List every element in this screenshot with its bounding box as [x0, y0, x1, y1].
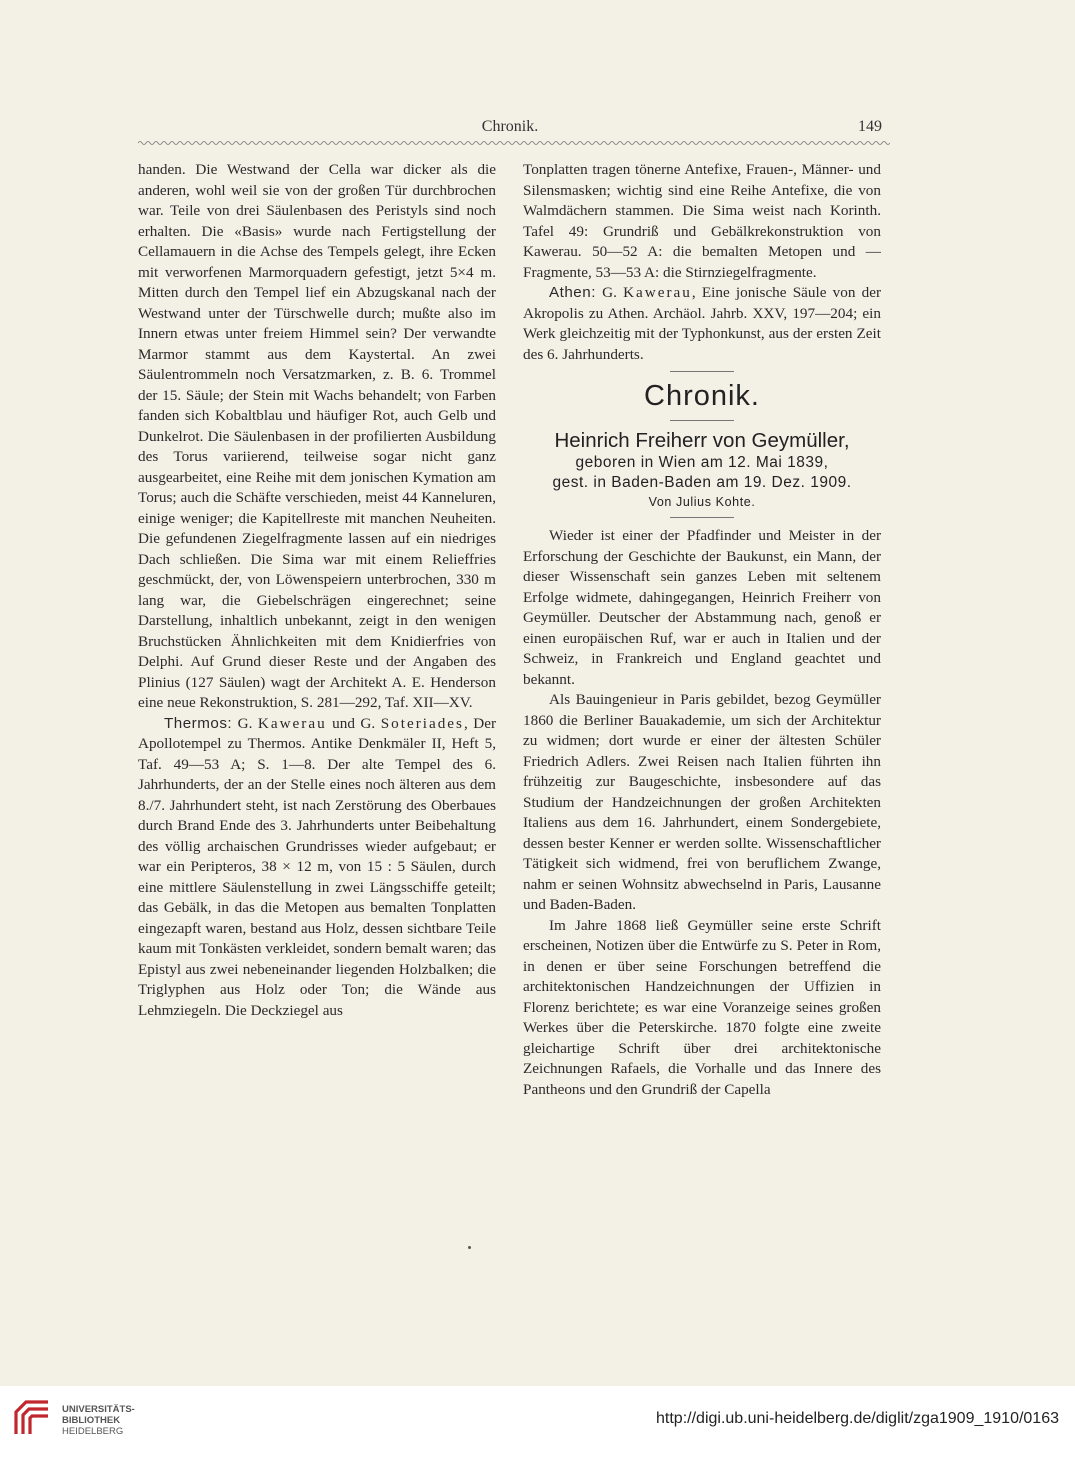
obituary-paragraph-3: Im Jahre 1868 ließ Geymüller seine erste Schrift erscheinen, Notizen über die Entwürfe zu S. Peter in Rom, in denen er über seine Forschungen betreffend die architektonischen Handzeichnungen der Uffizien in Florenz berichtete; es war eine Voranzeige seines großen Werkes über die Peterskirche. 1870 folgte eine zweite gleichartige Schrift über drei architektonische Zeichnungen Rafaels, die Vorhalle und das Innere des Pantheons und den Grundriß der Capella: [523, 916, 881, 1098]
athen-text-a: G.: [595, 284, 624, 301]
athen-author-kawerau: Kawerau: [623, 284, 692, 301]
running-title: Chronik.: [481, 118, 539, 135]
header-wavy-rule: [138, 140, 890, 146]
athen-lead: Athen:: [549, 284, 596, 301]
thermos-lead: Thermos:: [164, 714, 233, 732]
paragraph-ephesos: handen. Die Westwand der Cella war dicker als die anderen, wohl weil sie von der großen Tür durchbrochen war. Teile von drei Säulenbasen des Peristyls sind noch erhalten. Die «Basis» wurde nach Fertigstellung der Cellamauern in die Achse des Tempels gelegt, ihre Ecken mit verworfenen Marmorquadern gefestigt, jetzt 5×4 m. Mitten durch den Tempel lief ein Abzugskanal nach der Westwand unter der Türschwelle durch; mußte also im Innern etwas unter freiem Himmel sein? Der verwandte Marmor stammt aus dem Kaystertal. An zwei Säulentrommeln noch Versatzmarken, z. B. 6. Trommel der 15. Säule; der Stein mit Wachs behandelt; von Farben fanden sich Kobaltblau und häufiger Rot, auch Gelb und Dunkelrot. Die Säulenbasen in der profilierten Ausbildung des Torus variierend, teilweise sogar nicht ganz ausgearbeitet, eine Reihe mit dem jonischen Kymation am Torus; auch die Schäfte verschieden, meist 44 Kanneluren, einige weniger; die Kapitellreste mit manchen Neuheiten. Die gefundenen Ziegelfragmente lassen auf ein niedriges Dach schließen. Die Sima war mit einem Relieffries geschmückt, der, von Löwenspeiern unterbrochen, 330 m lang war, die Giebelschrägen eingerechnet; seine Darstellung, inhaltlich unbekannt, zeigt in den wenigen Bruchstücken Ähnlichkeiten mit dem Knidierfries von Delphi. Auf Grund dieser Reste und der Angaben des Plinius (127 Säulen) wagt der Architekt A. E. Henderson eine neue Rekonstruktion, S. 281—292, Taf. XII—XV.: [138, 161, 496, 711]
thermos-author-soteriades: Soteriades: [380, 714, 464, 732]
library-name-line2: BIBLIOTHEK: [62, 1415, 121, 1426]
obituary-paragraph-1: Wieder ist einer der Pfadfinder und Meister in der Erforschung der Geschichte der Baukunst, ein Mann, der dieser Wissenschaft sein ganzes Leben mit seltenem Erfolge widmete, dahingegangen, Heinrich Freiherr von Geymüller. Deutscher der Abstammung nach, genoß er einen europäischen Ruf, war er auch in Italien und der Schweiz, in Frankreich und England geachtet und bekannt.: [523, 527, 881, 688]
page-number: 149: [858, 118, 882, 135]
athen-text-b: , Eine jonische Säule von der Akropolis zu Athen. Archäol. Jahrb. XXV, 197—204; ein Werk gleichzeitig mit der Typhonkunst, aus der ersten Zeit des 6. Jahrhunderts.: [523, 284, 882, 363]
right-column: [523, 160, 881, 1100]
article-title: Heinrich Freiherr von Geymüller,: [554, 429, 850, 452]
library-name-line1: UNIVERSITÄTS-: [62, 1404, 135, 1415]
paragraph-thermos: [138, 714, 496, 1022]
left-column: [138, 160, 496, 1021]
footer-bar: [0, 1386, 1075, 1477]
divider: [670, 371, 734, 372]
thermos-text-b: und G.: [326, 714, 381, 732]
article-author: Von Julius Kohte.: [648, 495, 756, 509]
permalink-url[interactable]: http://digi.ub.uni-heidelberg.de/diglit/zga1909_1910/0163: [656, 1410, 1059, 1427]
running-head: [138, 118, 882, 142]
obituary-paragraph-2: Als Bauingenieur in Paris gebildet, bezog Geymüller 1860 die Berliner Bauakademie, um sich der Architektur zu widmen; dort wurde er einer der ältesten Schüler Friedrich Adlers. Zwei Reisen nach Italien führten ihn frühzeitig zur Baugeschichte, insbesondere auf das Studium der Handzeichnungen der großen Architekten Italiens aus dem 16. Jahrhundert, einem Sondergebiete, dessen bester Kenner er werden sollte. Wissenschaftlicher Tätigkeit sich widmend, frei von beruflichem Zwange, nahm er seinen Wohnsitz abwechselnd in Paris, Lausanne und Baden-Baden.: [523, 691, 881, 913]
section-title: Chronik.: [644, 380, 760, 412]
obituary-body: [523, 526, 881, 1100]
thermos-text-c: , Der Apollotempel zu Thermos. Antike Denkmäler II, Heft 5, Taf. 49—53 A; S. 1—8. Der alte Tempel des 6. Jahrhunderts, der an der Stelle eines noch älteren aus dem 8./7. Jahrhundert steht, ist nach Zerstörung des Oberbaues durch Brand Ende des 3. Jahrhunderts unter Beibehaltung des völlig archaischen Grundrisses wieder aufgebaut; er war ein Peripteros, 38 × 12 m, von 15 : 5 Säulen, durch eine mittlere Säulenstellung in zwei Längsschiffe geteilt; das Gebälk, in das die Metopen aus bemalten Tonplatten eingezapft waren, bestand aus Holz, dessen sichtbare Teile kaum mit Tonkästen verkleidet, sondern bemalt waren; das Epistyl aus zwei nebeneinander liegenden Holzbalken; die Triglyphen aus Holz oder Ton; die Wände aus Lehmziegeln. Die Deckziegel aus: [138, 714, 496, 1019]
library-logo-icon: [12, 1398, 52, 1438]
article-subtitle-died: gest. in Baden-Baden am 19. Dez. 1909.: [552, 474, 852, 491]
divider: [670, 517, 734, 518]
paragraph-athen: [523, 283, 881, 365]
print-speck: [468, 1246, 471, 1249]
library-name: [62, 1404, 135, 1437]
chronik-section-heading: [523, 371, 881, 518]
thermos-author-kawerau: Kawerau: [257, 714, 327, 732]
library-name-line3: HEIDELBERG: [62, 1426, 124, 1437]
divider: [670, 420, 734, 421]
thermos-text-a: G.: [232, 714, 258, 732]
paragraph-thermos-cont: Tonplatten tragen tönerne Antefixe, Frauen-, Männer- und Silensmasken; wichtig sind eine Reihe Antefixe, die von Walmdächern stammen. Die Sima weist nach Korinth. Tafel 49: Grundriß und Gebälkrekonstruktion von Kawerau. 50—52 A: die bemalten Metopen und — Fragmente, 53—53 A: die Stirnziegelfragmente.: [523, 161, 881, 281]
article-subtitle-born: geboren in Wien am 12. Mai 1839,: [575, 454, 829, 471]
